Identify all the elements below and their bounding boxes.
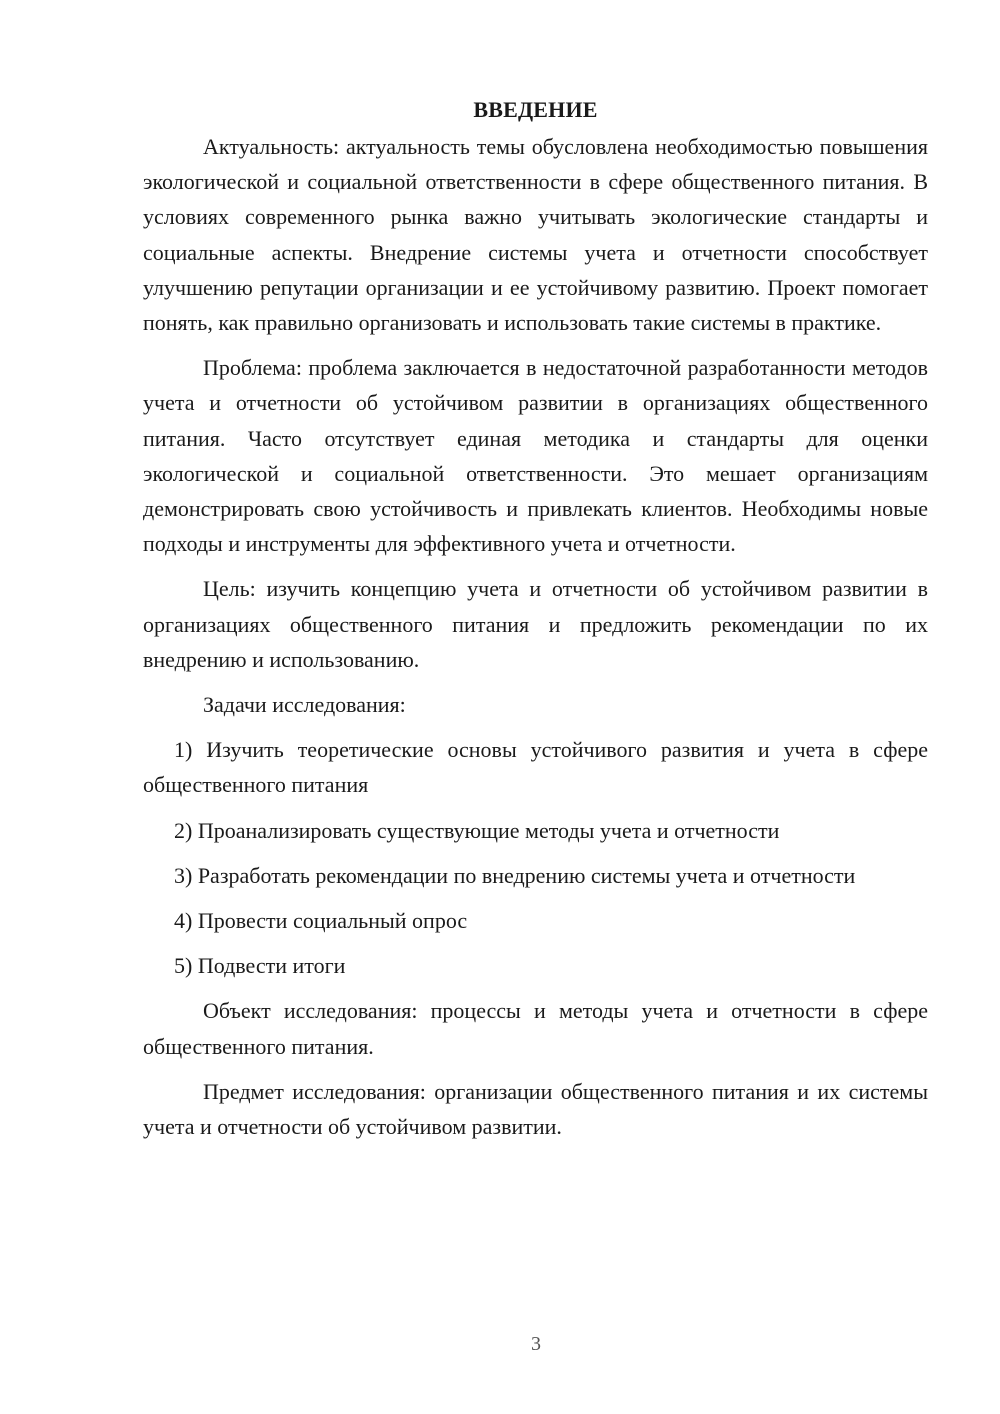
page-number: 3: [531, 1333, 541, 1355]
document-page: [143, 92, 928, 1154]
paragraph-problem: Проблема: проблема заключается в недостаточной разработанности методов учета и отчетности об устойчивом развитии в организациях общественного питания. Часто отсутствует единая методика и стандарты для оценки экологической и социальной ответственности. Это мешает организациям демонстрировать свою устойчивость и привлекать клиентов. Необходимы новые подходы и инструменты для эффективного учета и отчетности.: [143, 355, 928, 557]
task-item-4: 4) Провести социальный опрос: [174, 908, 468, 934]
paragraph-subject: Предмет исследования: организации общественного питания и их системы учета и отчетности об устойчивом развитии.: [143, 1078, 928, 1140]
tasks-heading: Задачи исследования:: [203, 692, 406, 718]
paragraph-goal: Цель: изучить концепцию учета и отчетности об устойчивом развитии в организациях общественного питания и предложить рекомендации по их внедрению и использованию.: [143, 576, 928, 672]
paragraph-object: Объект исследования: процессы и методы учета и отчетности в сфере общественного питания.: [143, 998, 928, 1059]
section-title: ВВЕДЕНИЕ: [473, 97, 598, 122]
task-item-3: 3) Разработать рекомендации по внедрению системы учета и отчетности: [174, 862, 856, 888]
task-item-1: 1) Изучить теоретические основы устойчивого развития и учета в сфере общественного питания: [143, 737, 928, 798]
paragraph-relevance: Актуальность: актуальность темы обусловлена необходимостью повышения экологической и социальной ответственности в сфере общественного питания. В условиях современного рынка важно учитывать экологические стандарты и социальные аспекты. Внедрение системы учета и отчетности способствует улучшению репутации организации и ее устойчивому развитию. Проект помогает понять, как правильно организовать и использовать такие системы в практике.: [143, 134, 928, 336]
task-item-2: 2) Проанализировать существующие методы учета и отчетности: [174, 817, 780, 843]
task-item-5: 5) Подвести итоги: [174, 953, 346, 979]
